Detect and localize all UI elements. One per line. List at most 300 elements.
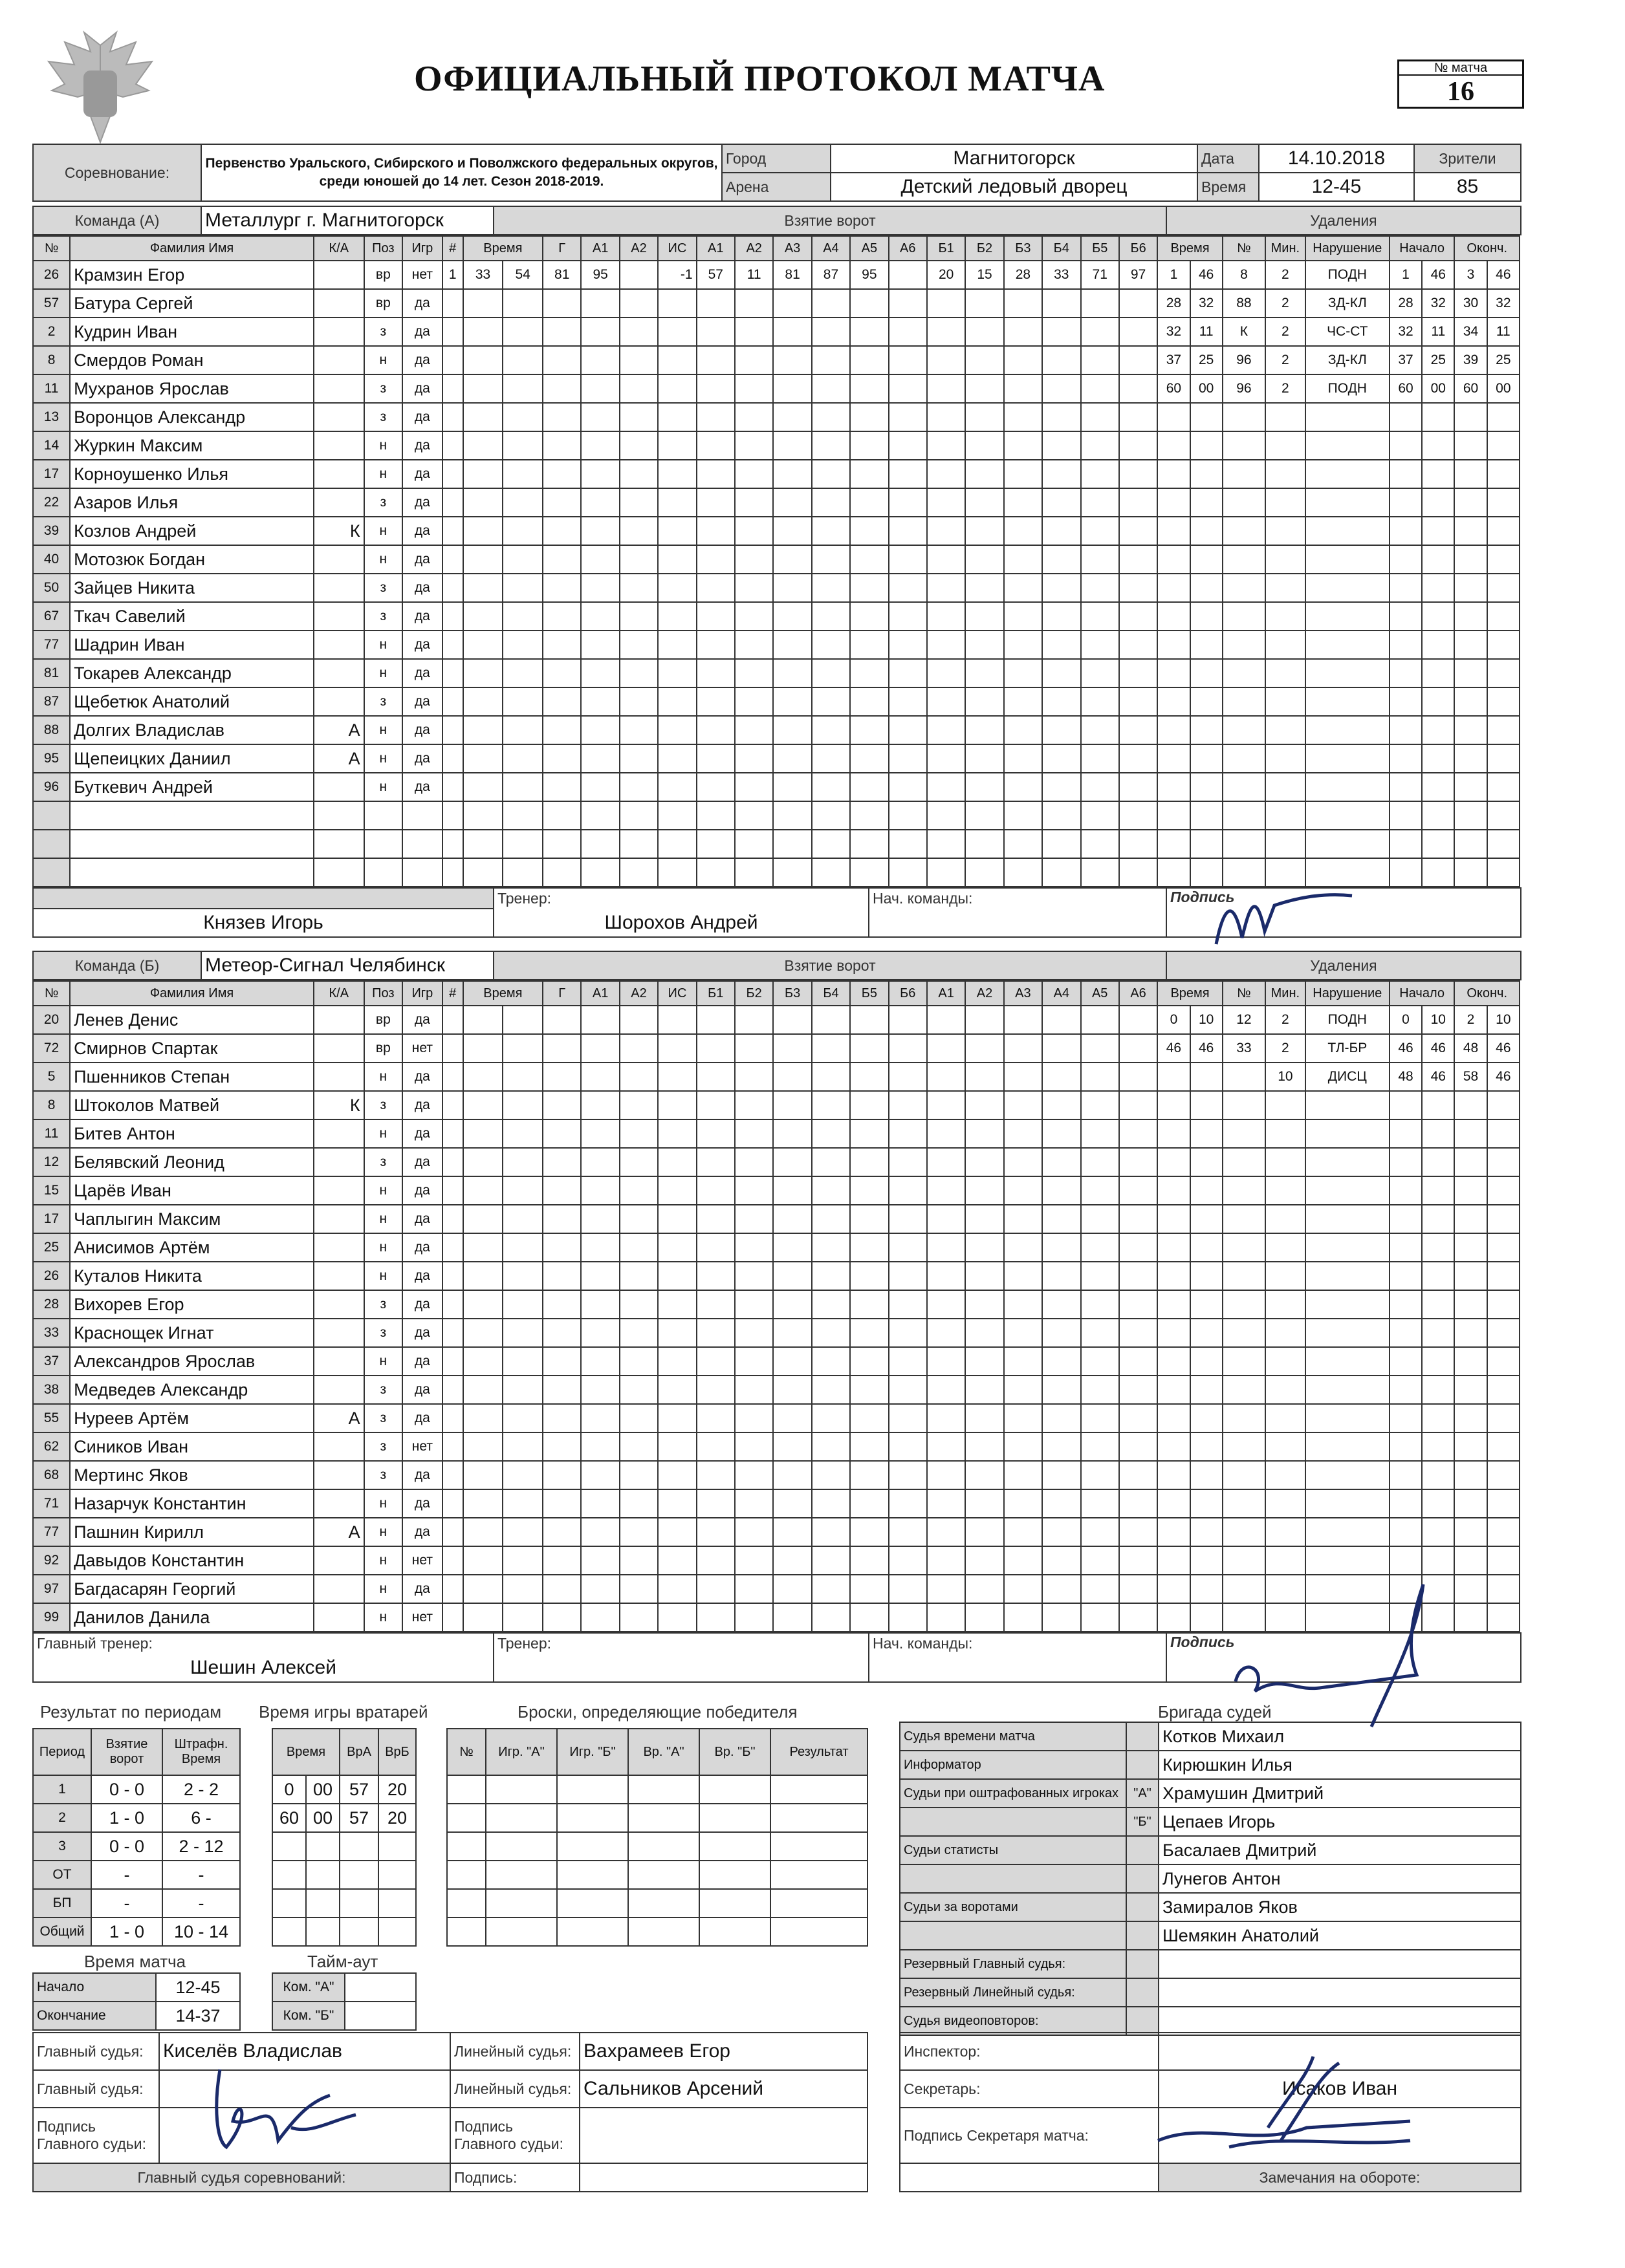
player-number: 39 <box>33 517 70 545</box>
periods-h-period: Период <box>33 1729 91 1775</box>
referee-name: Цепаев Игорь <box>1159 1808 1521 1836</box>
player-position: н <box>364 1603 402 1632</box>
goalie-row <box>272 1804 416 1832</box>
referee-name <box>1159 1978 1521 2007</box>
player-played <box>402 830 442 858</box>
signature-secretary <box>1151 2050 1423 2160</box>
player-role <box>314 830 364 858</box>
referee-role <box>900 1864 1126 1893</box>
pen-violation: ЗД-КЛ <box>1305 289 1390 318</box>
referee-tag <box>1126 1950 1159 1978</box>
shootout-col: № <box>447 1729 486 1775</box>
pen-min-time: 60 <box>1157 374 1190 403</box>
team-b-coach-label: Тренер: <box>494 1633 869 1654</box>
referee-name: Шемякин Анатолий <box>1159 1921 1521 1950</box>
referee-name <box>1159 1950 1521 1978</box>
col-line: Б4 <box>1042 236 1080 261</box>
player-number: 99 <box>33 1603 70 1632</box>
col-name: Фамилия Имя <box>70 981 314 1006</box>
period-label: 2 <box>33 1804 91 1832</box>
goalies-h-b: ВрБ <box>378 1729 416 1775</box>
player-position: н <box>364 716 402 744</box>
player-row <box>33 261 1520 289</box>
player-name: Воронцов Александр <box>70 403 314 431</box>
player-position: вр <box>364 1006 402 1034</box>
pen-end-min: 58 <box>1454 1063 1487 1091</box>
timeout-title: Тайм-аут <box>307 1952 378 1971</box>
referee-tag <box>1126 1836 1159 1864</box>
player-played: да <box>402 1148 442 1176</box>
city-label: Город <box>722 144 831 173</box>
player-number: 2 <box>33 318 70 346</box>
player-name: Мотозюк Богдан <box>70 545 314 574</box>
player-role <box>314 488 364 517</box>
player-position: з <box>364 1404 402 1432</box>
team-a-title-row <box>32 206 1521 235</box>
goal-min: 33 <box>463 261 503 289</box>
player-position: з <box>364 403 402 431</box>
date-label: Дата <box>1197 144 1259 173</box>
player-number: 40 <box>33 545 70 574</box>
col-pen-end: Оконч. <box>1454 236 1520 261</box>
player-row <box>33 773 1520 801</box>
goalies-table <box>272 1728 417 1947</box>
shootout-col: Игр. "Б" <box>557 1729 628 1775</box>
player-number: 88 <box>33 716 70 744</box>
team-b-label: Команда (Б) <box>33 951 201 980</box>
player-number: 62 <box>33 1432 70 1461</box>
player-number: 97 <box>33 1575 70 1603</box>
player-role <box>314 1290 364 1319</box>
player-name: Буткевич Андрей <box>70 773 314 801</box>
player-role <box>314 1575 364 1603</box>
player-played: да <box>402 687 442 716</box>
player-played: нет <box>402 261 442 289</box>
pen-end-min: 2 <box>1454 1006 1487 1034</box>
notes-label: Замечания на обороте: <box>1159 2163 1521 2192</box>
pen-end-sec: 46 <box>1487 261 1520 289</box>
player-number: 57 <box>33 289 70 318</box>
referee-tag: "А" <box>1126 1779 1159 1808</box>
team-a-section <box>32 206 1520 938</box>
player-row <box>33 1518 1520 1546</box>
team-a-penalties-title: Удаления <box>1166 206 1521 235</box>
player-row <box>33 744 1520 773</box>
player-played: да <box>402 631 442 659</box>
timeout-b-label: Ком. "Б" <box>272 2002 345 2030</box>
col-pen-end: Оконч. <box>1454 981 1520 1006</box>
line-ref-2: Сальников Арсений <box>580 2070 867 2108</box>
player-name: Крамзин Егор <box>70 261 314 289</box>
team-b-section <box>32 951 1520 1683</box>
player-name: Долгих Владислав <box>70 716 314 744</box>
pen-minutes: 2 <box>1265 1006 1305 1034</box>
player-position <box>364 858 402 887</box>
periods-h-pen: Штрафн. Время <box>162 1729 240 1775</box>
team-a-chief-label: Нач. команды: <box>869 888 1166 909</box>
player-name <box>70 801 314 830</box>
player-number <box>33 830 70 858</box>
goalie-row <box>272 1917 416 1946</box>
player-played: да <box>402 1319 442 1347</box>
col-ka: К/А <box>314 236 364 261</box>
referee-name: Басалаев Дмитрий <box>1159 1836 1521 1864</box>
pen-minutes: 2 <box>1265 1034 1305 1063</box>
team-a-goals-title: Взятие ворот <box>494 206 1166 235</box>
col-played: Игр <box>402 981 442 1006</box>
player-row <box>33 1432 1520 1461</box>
player-number: 50 <box>33 574 70 602</box>
period-label: 3 <box>33 1832 91 1861</box>
referee-tag <box>1126 2007 1159 2035</box>
timeout-a-label: Ком. "А" <box>272 1973 345 2002</box>
col-goal-time: Время <box>463 981 543 1006</box>
time: 12-45 <box>1259 173 1414 201</box>
player-row <box>33 801 1520 830</box>
col-g: Г <box>543 236 581 261</box>
player-played: да <box>402 460 442 488</box>
player-played: да <box>402 602 442 631</box>
player-name: Данилов Данила <box>70 1603 314 1632</box>
match-number-box <box>1397 59 1524 109</box>
player-role <box>314 1034 364 1063</box>
goal-line-player: 11 <box>735 261 773 289</box>
player-name: Журкин Максим <box>70 431 314 460</box>
player-position: вр <box>364 261 402 289</box>
referee-role <box>900 1921 1126 1950</box>
player-position: н <box>364 1489 402 1518</box>
col-pen-num: № <box>1223 981 1265 1006</box>
col-line: А3 <box>1004 981 1042 1006</box>
signature-team-a <box>1203 873 1358 957</box>
player-row <box>33 830 1520 858</box>
period-penalty: - <box>162 1861 240 1889</box>
player-role <box>314 801 364 830</box>
player-played: да <box>402 1176 442 1205</box>
referee-tag <box>1126 1921 1159 1950</box>
player-number: 67 <box>33 602 70 631</box>
player-row <box>33 403 1520 431</box>
period-row <box>33 1832 240 1861</box>
pen-player: 33 <box>1223 1034 1265 1063</box>
pen-start-min: 48 <box>1390 1063 1422 1091</box>
player-role <box>314 773 364 801</box>
player-role <box>314 1063 364 1091</box>
player-row <box>33 431 1520 460</box>
player-position <box>364 830 402 858</box>
pen-min-time: 32 <box>1157 318 1190 346</box>
col-g: Г <box>543 981 581 1006</box>
player-played: да <box>402 1347 442 1376</box>
pen-start-sec: 46 <box>1422 1063 1454 1091</box>
player-number: 81 <box>33 659 70 687</box>
player-row <box>33 1119 1520 1148</box>
pen-end-sec: 46 <box>1487 1063 1520 1091</box>
pen-sec-time: 25 <box>1190 346 1223 374</box>
player-played: нет <box>402 1432 442 1461</box>
eagle-emblem-icon <box>39 26 162 149</box>
goal-line-player: 81 <box>773 261 811 289</box>
pen-end-sec: 10 <box>1487 1006 1520 1034</box>
competition: Первенство Уральского, Сибирского и Поволжского федеральных округов, среди юношей до 14 лет. Сезон 2018-2019. <box>201 144 722 201</box>
referee-row <box>900 1921 1521 1950</box>
referee-role: Резервный Линейный судья: <box>900 1978 1126 2007</box>
referee-role <box>900 1808 1126 1836</box>
player-number: 96 <box>33 773 70 801</box>
player-name: Вихорев Егор <box>70 1290 314 1319</box>
period-label: БП <box>33 1889 91 1917</box>
match-time-table <box>32 1972 241 2031</box>
team-b-sign-label: Подпись <box>1166 1633 1521 1682</box>
player-number: 20 <box>33 1006 70 1034</box>
player-row <box>33 1290 1520 1319</box>
shootout-title: Броски, определяющие победителя <box>518 1702 798 1722</box>
pen-end-sec: 00 <box>1487 374 1520 403</box>
player-row <box>33 488 1520 517</box>
pen-minutes: 10 <box>1265 1063 1305 1091</box>
player-played: да <box>402 1290 442 1319</box>
period-goals: - <box>91 1861 162 1889</box>
period-row <box>33 1889 240 1917</box>
referee-tag <box>1126 1751 1159 1779</box>
player-role <box>314 1205 364 1233</box>
col-goal-time: Время <box>463 236 543 261</box>
referee-row <box>900 1978 1521 2007</box>
goal-line-player <box>889 261 927 289</box>
referee-name: Лунегов Антон <box>1159 1864 1521 1893</box>
pen-end-min: 30 <box>1454 289 1487 318</box>
col-a1: А1 <box>581 981 619 1006</box>
period-label: ОТ <box>33 1861 91 1889</box>
player-row <box>33 374 1520 403</box>
pen-start-min: 60 <box>1390 374 1422 403</box>
page-title: ОФИЦИАЛЬНЫЙ ПРОТОКОЛ МАТЧА <box>414 59 1106 99</box>
player-row <box>33 716 1520 744</box>
player-number: 68 <box>33 1461 70 1489</box>
player-position: вр <box>364 289 402 318</box>
col-line: Б3 <box>773 981 811 1006</box>
player-name: Батура Сергей <box>70 289 314 318</box>
match-end: 14-37 <box>156 2002 240 2030</box>
player-played: да <box>402 744 442 773</box>
pen-start-min: 0 <box>1390 1006 1422 1034</box>
col-line: А5 <box>850 236 888 261</box>
player-number: 15 <box>33 1176 70 1205</box>
pen-sec-time: 10 <box>1190 1006 1223 1034</box>
player-position <box>364 801 402 830</box>
pen-violation: ДИСЦ <box>1305 1063 1390 1091</box>
col-goal-hash: # <box>442 981 463 1006</box>
col-pen-time: Время <box>1157 981 1223 1006</box>
pen-start-sec: 25 <box>1422 346 1454 374</box>
player-name <box>70 830 314 858</box>
player-name: Нуреев Артём <box>70 1404 314 1432</box>
player-position: з <box>364 1148 402 1176</box>
player-role <box>314 1319 364 1347</box>
player-played: да <box>402 1404 442 1432</box>
player-row <box>33 545 1520 574</box>
player-name: Зайцев Никита <box>70 574 314 602</box>
player-name: Ткач Савелий <box>70 602 314 631</box>
sign-line-label: Подпись Главного судьи: <box>450 2108 580 2163</box>
player-role <box>314 1432 364 1461</box>
col-line: Б5 <box>1081 236 1119 261</box>
arena-label: Арена <box>722 173 831 201</box>
player-role <box>314 403 364 431</box>
player-role <box>314 1376 364 1404</box>
col-name: Фамилия Имя <box>70 236 314 261</box>
player-name: Щепеицких Даниил <box>70 744 314 773</box>
player-role <box>314 1233 364 1262</box>
pen-minutes: 2 <box>1265 374 1305 403</box>
player-row <box>33 602 1520 631</box>
team-b-name: Метеор-Сигнал Челябинск <box>201 951 494 980</box>
player-role <box>314 431 364 460</box>
player-number <box>33 801 70 830</box>
player-name: Давыдов Константин <box>70 1546 314 1575</box>
player-name: Кудрин Иван <box>70 318 314 346</box>
player-name <box>70 858 314 887</box>
goal-a2 <box>620 261 658 289</box>
player-number: 71 <box>33 1489 70 1518</box>
col-line: Б6 <box>889 981 927 1006</box>
match-start-label: Начало <box>33 1973 156 2002</box>
pen-end-sec: 32 <box>1487 289 1520 318</box>
goalies-title: Время игры вратарей <box>259 1702 428 1722</box>
player-number: 95 <box>33 744 70 773</box>
player-row <box>33 687 1520 716</box>
player-row <box>33 517 1520 545</box>
pen-player: 96 <box>1223 346 1265 374</box>
player-position: н <box>364 1262 402 1290</box>
referee-role: Судьи статисты <box>900 1836 1126 1864</box>
player-name: Анисимов Артём <box>70 1233 314 1262</box>
periods-table <box>32 1728 241 1947</box>
col-num: № <box>33 236 70 261</box>
shootout-col: Результат <box>770 1729 867 1775</box>
col-pos: Поз <box>364 981 402 1006</box>
player-played: да <box>402 1006 442 1034</box>
player-role <box>314 1461 364 1489</box>
goalie-row <box>272 1775 416 1804</box>
player-number: 77 <box>33 631 70 659</box>
player-number: 14 <box>33 431 70 460</box>
player-position: з <box>364 1319 402 1347</box>
pen-minutes: 2 <box>1265 346 1305 374</box>
sign-secretary-label: Подпись Секретаря матча: <box>900 2108 1159 2163</box>
pen-minutes: 2 <box>1265 318 1305 346</box>
player-position: н <box>364 431 402 460</box>
player-played: нет <box>402 1546 442 1575</box>
col-line: А2 <box>965 981 1003 1006</box>
period-row <box>33 1775 240 1804</box>
referee-row <box>900 2007 1521 2035</box>
goalie-sec: 00 <box>306 1775 340 1804</box>
player-played: да <box>402 346 442 374</box>
player-role <box>314 318 364 346</box>
pen-violation: ПОДН <box>1305 374 1390 403</box>
team-b-head-coach-label: Главный тренер: <box>33 1633 494 1654</box>
player-position: н <box>364 460 402 488</box>
col-played: Игр <box>402 236 442 261</box>
player-row <box>33 1034 1520 1063</box>
player-name: Штоколов Матвей <box>70 1091 314 1119</box>
player-name: Ленев Денис <box>70 1006 314 1034</box>
goal-a1: 95 <box>581 261 619 289</box>
pen-player: 8 <box>1223 261 1265 289</box>
player-number: 92 <box>33 1546 70 1575</box>
player-position: н <box>364 631 402 659</box>
player-name: Козлов Андрей <box>70 517 314 545</box>
player-role: К <box>314 1091 364 1119</box>
pen-player: К <box>1223 318 1265 346</box>
player-played: да <box>402 574 442 602</box>
shootout-col: Игр. "А" <box>486 1729 557 1775</box>
team-a-coach2: Шорохов Андрей <box>494 909 869 937</box>
referee-row <box>900 1893 1521 1921</box>
player-role: А <box>314 716 364 744</box>
player-position: н <box>364 346 402 374</box>
inspector-label: Инспектор: <box>900 2033 1159 2070</box>
player-role <box>314 374 364 403</box>
pen-end-min: 3 <box>1454 261 1487 289</box>
referee-name: Храмушин Дмитрий <box>1159 1779 1521 1808</box>
period-goals: 1 - 0 <box>91 1917 162 1946</box>
player-role: А <box>314 744 364 773</box>
player-row <box>33 1091 1520 1119</box>
col-line: А4 <box>1042 981 1080 1006</box>
shootout-col: Вр. "Б" <box>699 1729 770 1775</box>
player-name: Мухранов Ярослав <box>70 374 314 403</box>
goal-line-player: 20 <box>927 261 965 289</box>
pen-sec-time <box>1190 1063 1223 1091</box>
player-number: 5 <box>33 1063 70 1091</box>
player-name: Белявский Леонид <box>70 1148 314 1176</box>
player-position: вр <box>364 1034 402 1063</box>
col-pos: Поз <box>364 236 402 261</box>
player-number: 22 <box>33 488 70 517</box>
player-role <box>314 602 364 631</box>
player-number: 26 <box>33 261 70 289</box>
player-played: да <box>402 517 442 545</box>
player-row <box>33 289 1520 318</box>
player-name: Азаров Илья <box>70 488 314 517</box>
player-role <box>314 289 364 318</box>
player-name: Корноушенко Илья <box>70 460 314 488</box>
team-a-name: Металлург г. Магнитогорск <box>201 206 494 235</box>
shootout-col: Вр. "А" <box>628 1729 699 1775</box>
player-number: 55 <box>33 1404 70 1432</box>
player-row <box>33 1205 1520 1233</box>
pen-player: 12 <box>1223 1006 1265 1034</box>
pen-end-min: 34 <box>1454 318 1487 346</box>
goalie-row <box>272 1832 416 1861</box>
goalie-row <box>272 1889 416 1917</box>
goalies-h-a: ВрА <box>340 1729 378 1775</box>
player-name: Сиников Иван <box>70 1432 314 1461</box>
period-row <box>33 1804 240 1832</box>
player-number: 11 <box>33 1119 70 1148</box>
player-position: н <box>364 1176 402 1205</box>
player-number: 77 <box>33 1518 70 1546</box>
referee-name: Котков Михаил <box>1159 1722 1521 1751</box>
player-row <box>33 1063 1520 1091</box>
pen-violation: ПОДН <box>1305 1006 1390 1034</box>
time-label: Время <box>1197 173 1259 201</box>
player-position: н <box>364 773 402 801</box>
goal-scorer: 81 <box>543 261 581 289</box>
pen-min-time: 28 <box>1157 289 1190 318</box>
